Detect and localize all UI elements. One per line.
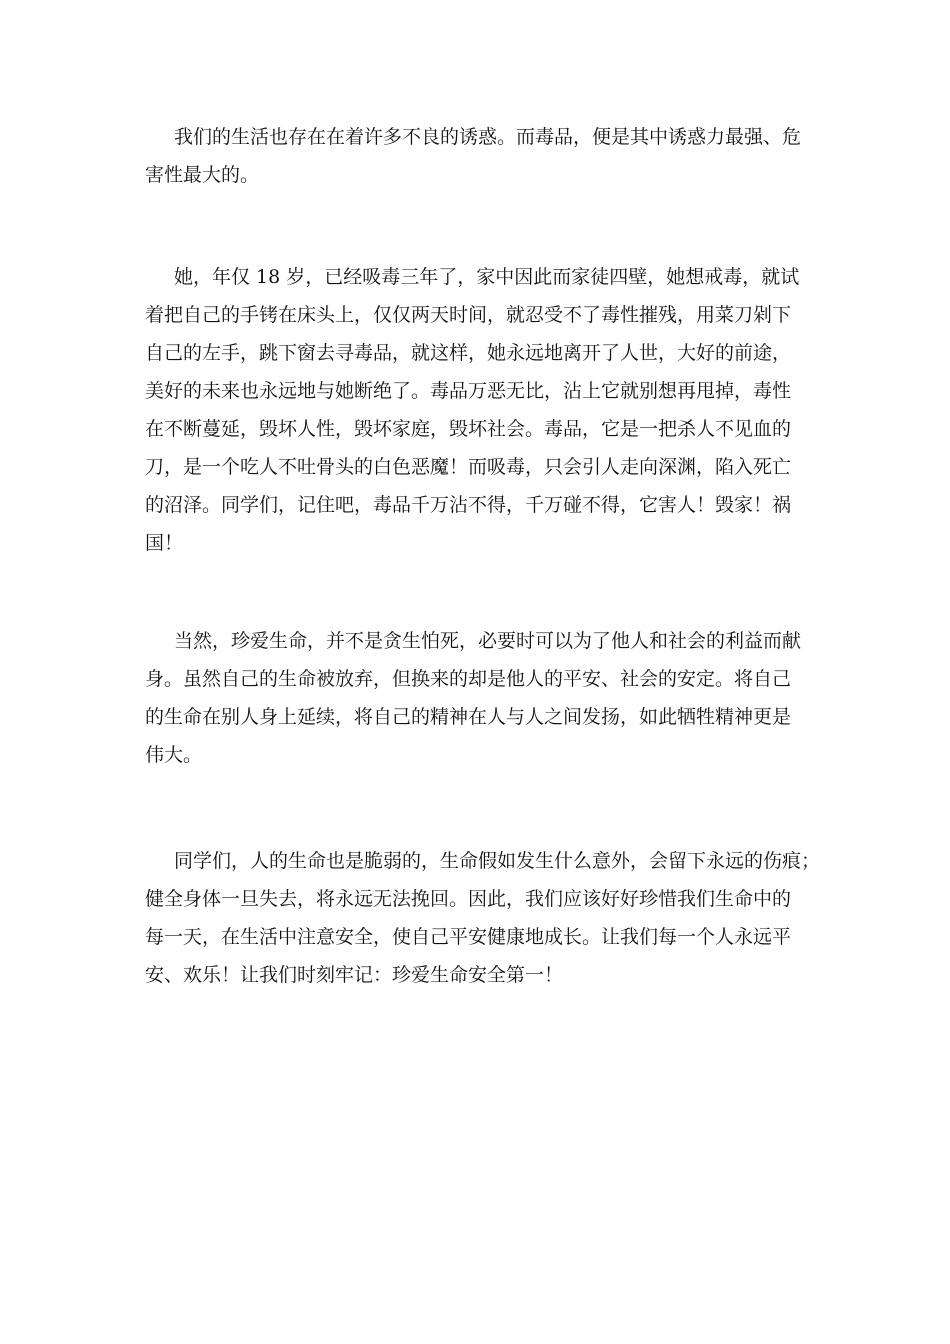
text-line: 国！ — [145, 532, 184, 554]
paragraph-drug-story — [145, 258, 810, 562]
text-line: 健全身体一旦失去，将永远无法挽回。因此，我们应该好好珍惜我们生命中的 — [145, 888, 792, 910]
text-line: 着把自己的手铐在床头上，仅仅两天时间，就忍受不了毒性摧残，用菜刀剁下 — [145, 304, 792, 326]
text-line: 害性最大的。 — [145, 164, 260, 186]
text-line: 美好的未来也永远地与她断绝了。毒品万恶无比，沾上它就别想再甩掉，毒性 — [145, 380, 792, 402]
text-line: 伟大。 — [145, 744, 203, 766]
text-line: 在不断蔓延，毁坏人性，毁坏家庭，毁坏社会。毒品，它是一把杀人不见血的 — [145, 418, 792, 440]
text-line: 自己的左手，跳下窗去寻毒品，就这样，她永远地离开了人世，大好的前途， — [145, 342, 792, 364]
text-line: 身。虽然自己的生命被放弃，但换来的却是他人的平安、社会的安定。将自己 — [145, 668, 792, 690]
text-line: 同学们，人的生命也是脆弱的，生命假如发生什么意外，会留下永远的伤痕； — [174, 850, 821, 872]
paragraph-conclusion — [145, 842, 821, 994]
paragraph-temptation — [145, 118, 810, 194]
text-line: 安、欢乐！让我们时刻牢记：珍爱生命安全第一！ — [145, 964, 564, 986]
paragraph-sacrifice — [145, 622, 810, 774]
text-line: 每一天，在生活中注意安全，使自己平安健康地成长。让我们每一个人永远平 — [145, 926, 792, 948]
text-line: 她，年仅 18 岁，已经吸毒三年了，家中因此而家徒四壁，她想戒毒，就试 — [174, 266, 800, 288]
text-line: 当然，珍爱生命，并不是贪生怕死，必要时可以为了他人和社会的利益而献 — [174, 630, 802, 652]
text-line: 我们的生活也存在在着许多不良的诱惑。而毒品，便是其中诱惑力最强、危 — [174, 126, 802, 148]
text-line: 刀，是一个吃人不吐骨头的白色恶魔！而吸毒，只会引人走向深渊，陷入死亡 — [145, 456, 792, 478]
text-line: 的沼泽。同学们，记住吧，毒品千万沾不得，千万碰不得，它害人！毁家！祸 — [145, 494, 792, 516]
text-line: 的生命在别人身上延续，将自己的精神在人与人之间发扬，如此牺牲精神更是 — [145, 706, 792, 728]
